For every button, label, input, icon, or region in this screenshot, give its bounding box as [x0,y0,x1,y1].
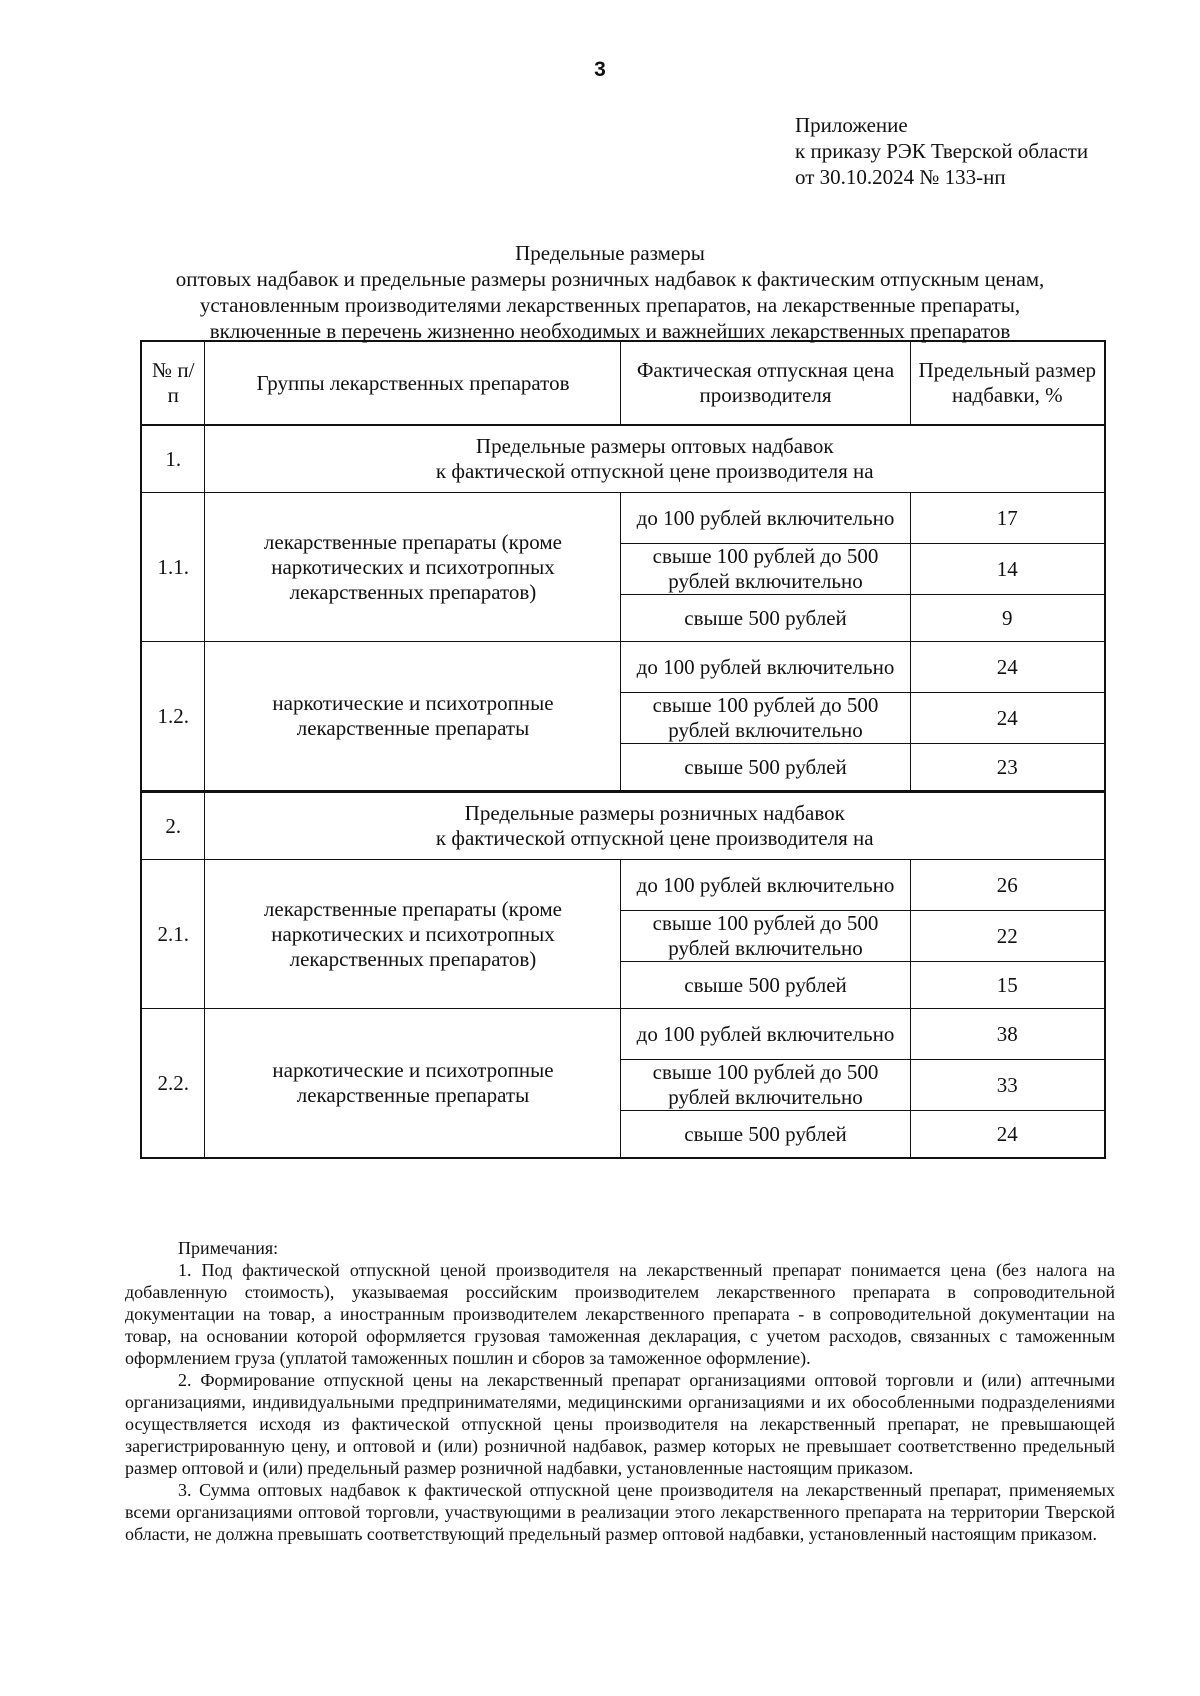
group-name: наркотические и психотропные лекарственные препараты [205,1009,621,1159]
table-header-row [141,341,1105,425]
document-title [120,240,1100,344]
group-name: наркотические и психотропные лекарственные препараты [205,642,621,792]
price-range: до 100 рублей включительно [621,642,910,693]
header-group: Группы лекарственных препаратов [205,341,621,425]
title-line: оптовых надбавок и предельные размеры розничных надбавок к фактическим отпускным ценам, [175,267,1045,291]
price-range: свыше 100 рублей до 500 рублей включительно [621,544,910,595]
markup-value: 15 [910,962,1105,1009]
header-markup: Предельный размер надбавки, % [910,341,1105,425]
markup-value: 24 [910,693,1105,744]
title-line: Предельные размеры [515,241,705,265]
appendix-block [795,112,1088,190]
markup-value: 14 [910,544,1105,595]
table-row [141,1009,1105,1060]
notes-block [125,1237,1115,1545]
table-row [141,493,1105,544]
notes-heading: Примечания: [178,1238,279,1258]
markup-value: 17 [910,493,1105,544]
price-range: свыше 500 рублей [621,962,910,1009]
price-range: до 100 рублей включительно [621,493,910,544]
note-paragraph: 3. Сумма оптовых надбавок к фактической отпускной цене производителя на лекарственный препарат, применяемых всеми организациями оптовой торговли, участвующими в реализации этого лекарственного препарата на территории Тверской области, не должна превышать соответствующий предельный размер оптовой надбавки, установленный настоящим приказом. [125,1480,1115,1544]
header-price: Фактическая отпускная цена производителя [621,341,910,425]
price-range: свыше 500 рублей [621,744,910,792]
section-title [205,425,1105,493]
markup-value: 24 [910,1111,1105,1159]
section-title-line: к фактической отпускной цене производителя на [435,826,874,850]
markup-value: 38 [910,1009,1105,1060]
price-range: до 100 рублей включительно [621,860,910,911]
note-paragraph: 1. Под фактической отпускной ценой производителя на лекарственный препарат понимается цена (без налога на добавленную стоимость), указываемая российским производителем лекарственного препарата в сопроводительной документации на товар, а иностранным производителем лекарственного препарата - в сопроводительной документации на товар, на основании которой оформляется грузовая таможенная декларация, с учетом расходов, связанных с таможенным оформлением груза (уплатой таможенных пошлин и сборов за таможенное оформление). [125,1260,1115,1368]
markup-value: 23 [910,744,1105,792]
markup-value: 9 [910,595,1105,642]
markup-value: 33 [910,1060,1105,1111]
section-title [205,792,1105,860]
markup-table [140,340,1106,1159]
title-line: включенные в перечень жизненно необходимых и важнейших лекарственных препаратов [209,319,1011,343]
appendix-line: к приказу РЭК Тверской области [795,139,1089,163]
section-title-line: Предельные размеры оптовых надбавок [475,434,834,458]
header-num: № п/п [141,341,205,425]
page-number: 3 [594,58,606,81]
group-name: лекарственные препараты (кроме наркотических и психотропных лекарственных препаратов) [205,860,621,1009]
section-title-line: к фактической отпускной цене производителя на [435,459,874,483]
table-row [141,642,1105,693]
price-range: свыше 100 рублей до 500 рублей включительно [621,693,910,744]
price-range: свыше 500 рублей [621,595,910,642]
price-range: свыше 100 рублей до 500 рублей включительно [621,911,910,962]
markup-value: 26 [910,860,1105,911]
section-row [141,792,1105,860]
group-name: лекарственные препараты (кроме наркотических и психотропных лекарственных препаратов) [205,493,621,642]
section-title-line: Предельные размеры розничных надбавок [464,801,845,825]
group-num: 1.1. [141,493,205,642]
section-row [141,425,1105,493]
group-num: 2.1. [141,860,205,1009]
markup-value: 24 [910,642,1105,693]
section-num: 1. [141,425,205,493]
appendix-line: от 30.10.2024 № 133-нп [795,165,1006,189]
title-line: установленным производителями лекарственных препаратов, на лекарственные препараты, [199,293,1021,317]
note-paragraph: 2. Формирование отпускной цены на лекарственный препарат организациями оптовой торговли и (или) аптечными организациями, индивидуальными предпринимателями, медицинскими организациями и их обособленными подразделениями осуществляется исходя из фактической отпускной цены производителя на лекарственный препарат, не превышающей зарегистрированную цену, и оптовой и (или) розничной надбавок, размер которых не превышает соответственно предельный размер оптовой и (или) предельный размер розничной надбавки, установленные настоящим приказом. [125,1370,1115,1478]
price-range: до 100 рублей включительно [621,1009,910,1060]
price-range: свыше 100 рублей до 500 рублей включительно [621,1060,910,1111]
group-num: 1.2. [141,642,205,792]
table-row [141,860,1105,911]
appendix-line: Приложение [795,113,908,137]
price-range: свыше 500 рублей [621,1111,910,1159]
markup-value: 22 [910,911,1105,962]
section-num: 2. [141,792,205,860]
group-num: 2.2. [141,1009,205,1159]
